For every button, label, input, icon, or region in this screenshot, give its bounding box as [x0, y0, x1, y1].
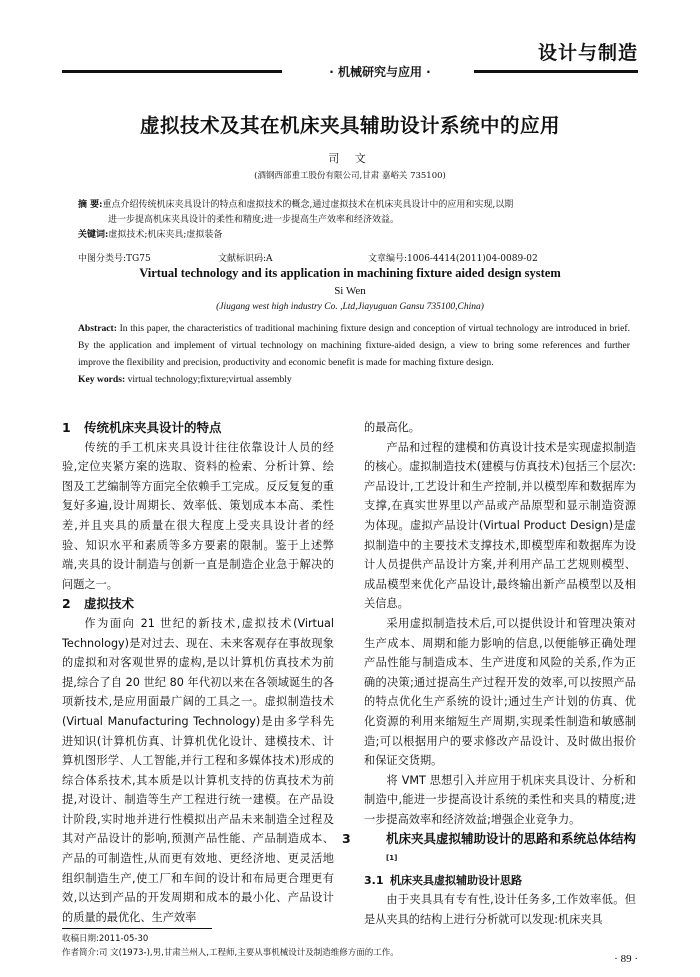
footnote-received: 收稿日期:2011-05-30	[62, 934, 149, 944]
footnote-bio: 作者简介:司 文(1973-),男,甘肃兰州人,工程师,主要从事机械设计及制造维修方面的工作。	[62, 948, 399, 958]
affiliation-en-text: (Jiugang west high industry Co. ,Ltd,Jiayuguan Gansu 735100,China)	[216, 302, 484, 312]
body-column-right	[342, 418, 637, 930]
section-3-number: 3	[342, 831, 351, 847]
abstract-cn-line1: 重点介绍传统机床夹具设计的特点和虚拟技术的概念,通过虚拟技术在机床夹具设计中的应用和实现,以期	[102, 200, 514, 210]
footnote-rule	[62, 928, 212, 929]
section-3-heading	[342, 829, 637, 870]
abstract-cn-line2: 进一步提高机床夹具设计的柔性和精度;进一步提高生产效率和经济效益。	[108, 215, 400, 225]
abstract-en	[78, 320, 630, 388]
section-2-heading	[62, 594, 334, 614]
section-3-title: 机床夹具虚拟辅助设计的思路和系统总体结构	[386, 831, 637, 847]
journal-brand: 设计与制造	[537, 42, 638, 64]
page-number: · 89 ·	[614, 953, 638, 965]
article-number: 文章编号:1006-4414(2011)04-0089-02	[368, 254, 538, 264]
paragraph-benefits: 采用虚拟制造技术后,可以提供设计和管理决策对生产成本、周期和能力影响的信息,以便能够正确处理产品性能与制造成本、生产进度和风险的关系,作为正确的决策;通过提高生产过程开发的效率,可以按照产品的特点优化生产系统的设计;通过生产计划的仿真、优化资源的利用来缩短生产周期,实现柔性制造和敏感制造;可以根据用户的要求修改产品设计、及时做出报价和保证交货期。	[364, 616, 636, 768]
title-en: Virtual technology and its application in machining fixture aided design system	[139, 266, 561, 280]
keywords-en: virtual technology;fixture;virtual assembly	[127, 374, 292, 385]
section-3-1-title: 机床夹具虚拟辅助设计思路	[390, 873, 522, 887]
section-2-title: 虚拟技术	[84, 596, 135, 612]
author-cn: 司 文	[328, 152, 372, 165]
section-1-heading	[62, 418, 334, 438]
affiliation-cn: (酒钢西部重工股份有限公司,甘肃 嘉峪关 735100)	[254, 171, 446, 181]
title-cn: 虚拟技术及其在机床夹具辅助设计系统中的应用	[139, 114, 560, 137]
keywords-cn-label: 关键词:	[78, 230, 109, 240]
abstract-en-text: In this paper, the characteristics of traditional machining fixture design and conception of virtual technology are introduced in brief. By the application and implement of virtual technology on machining fixture-aided design, a view to bring some references and further improve the flexibility and precision, productivity and economic benefit is made for maching fixture design.	[78, 323, 631, 368]
keywords-cn: 虚拟技术;机床夹具;虚拟装备	[108, 230, 223, 240]
body-column-left	[62, 418, 334, 927]
paragraph-vmt: 将 VMT 思想引入并应用于机床夹具设计、分析和制造中,能进一步提高设计系统的柔性和夹具的精度;进一步提高效率和经济效益;增强企业竞争力。	[364, 773, 636, 826]
author-en: Si Wen	[334, 285, 366, 297]
continued-paragraph: 的最高化。	[364, 421, 420, 434]
section-3-citation: [1]	[386, 854, 398, 863]
section-3-1-paragraph: 由于夹具具有专有性,设计任务多,工作效率低。但是从夹具的结构上进行分析就可以发现:机床夹具	[364, 893, 636, 926]
paragraph-modeling: 产品和过程的建模和仿真设计技术是实现虚拟制造的核心。虚拟制造技术(建模与仿真技术)包括三个层次:产品设计,工艺设计和生产控制,并以模型库和数据库为支撑,在真实世界里以产品或产品原型和显示制造资源为体现。虚拟产品设计(Virtual Product Design)是虚拟制造中的主要技术支撑技术,即模型库和数据库为设计人员提供产品设计方案,并利用产品工艺规则模型、成品模型来优化产品设计,最终输出新产品模型以及相关信息。	[364, 440, 636, 611]
section-rule-right	[474, 70, 638, 73]
section-2-paragraph: 作为面向 21 世纪的新技术,虚拟技术(Virtual Technology)是对过去、现在、未来客观存在事故现象的虚拟和对客观世界的虚构,是以计算机仿真技术为前提,综合了自 20 世纪 80 年代初以来在各领域诞生的各项新技术,是应用面最广阔的工具之一。虚拟制造技术(Virtual Manufacturing Technology)是由多学科先进知识(计算机仿真、计算机优化设计、建模技术、计算机图形学、人工智能,并行工程和多媒体技术)形成的综合体系技术,其本质是以计算机支持的仿真技术为前提,对设计、制造等生产工程进行统一建模。在产品设计阶段,实时地并进行性模拟出产品未来制造全过程及其对产品设计的影响,预测产品性能、产品制造成本、产品的可制造性,从而更有效地、更经济地、更灵活地组织制造生产,使工厂和车间的设计和布局更合理更有效,以达到产品的开发周期和成本的最小化、产品设计的质量的最优化、生产效率	[62, 616, 334, 924]
classification-meta	[78, 251, 538, 264]
affiliation-en	[0, 302, 700, 312]
keywords-en-label: Key words:	[78, 374, 126, 385]
document-code: 文献标识码:A	[218, 254, 273, 264]
section-1-number: 1	[62, 420, 71, 435]
section-1-title: 传统机床夹具设计的特点	[84, 420, 222, 435]
clc-number: 中图分类号:TG75	[78, 254, 151, 264]
section-3-1-number: 3.1	[364, 873, 384, 887]
abstract-cn	[78, 198, 630, 243]
section-1-paragraph: 传统的手工机床夹具设计往往依靠设计人员的经验,定位夹紧方案的选取、资料的检索、分析计算、绘图及工艺编制等方面完全依赖手工完成。反反复复的重复好多遍,设计周期长、效率低、策划成本本高、柔性差,并且夹具的质量在很大程度上受夹具设计者的经验、知识水平和素质等多方要素的限制。鉴于上述弊端,夹具的设计制造与创新一直是制造企业急于解决的问题之一。	[62, 440, 334, 591]
section-3-1-heading	[364, 871, 636, 891]
abstract-cn-label: 摘 要:	[78, 200, 103, 210]
section-2-number: 2	[62, 596, 71, 612]
abstract-en-label: Abstract:	[78, 323, 117, 334]
section-bar	[62, 64, 638, 80]
section-label: · 机械研究与应用 ·	[329, 65, 431, 79]
section-rule-left	[62, 70, 282, 73]
